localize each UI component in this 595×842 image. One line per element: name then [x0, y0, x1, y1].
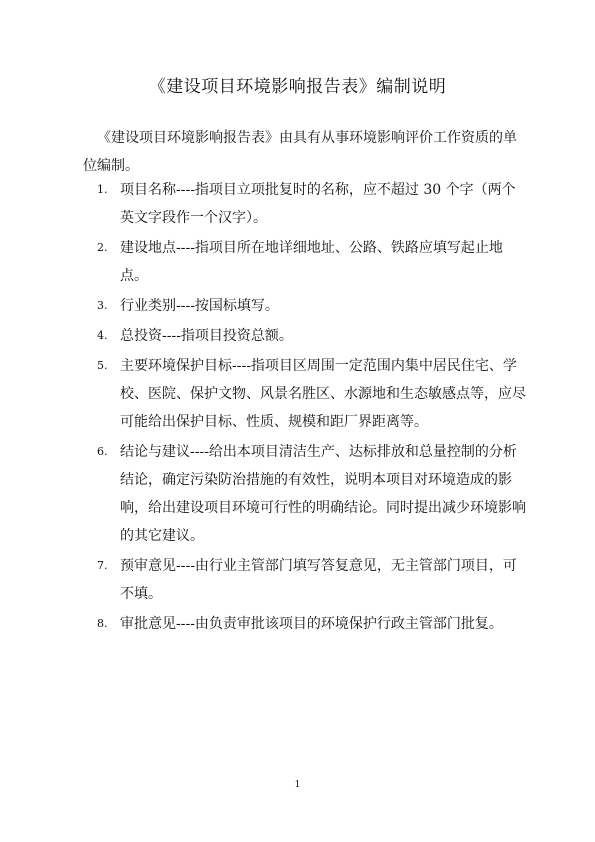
document-title: 《建设项目环境影响报告表》编制说明 — [148, 77, 447, 97]
list-item — [97, 176, 527, 232]
list-item — [97, 322, 527, 350]
item-number: 4. — [97, 329, 108, 342]
item-number: 6. — [97, 445, 108, 458]
list-item — [97, 234, 527, 290]
instructions-list — [97, 176, 527, 640]
item-text: 结论与建议----给出本项目清洁生产、达标排放和总量控制的分析结论，确定污染防治措施的有效性，说明本项目对环境造成的影响，给出建设项目环境可行性的明确结论。同时提出减少环境影响的其它建议。 — [120, 444, 526, 544]
item-number: 2. — [97, 241, 108, 254]
item-number: 1. — [97, 183, 108, 196]
page-number: 1 — [294, 780, 301, 790]
item-text: 行业类别----按国标填写。 — [120, 298, 279, 314]
item-text: 预审意见----由行业主管部门填写答复意见，无主管部门项目，可不填。 — [120, 558, 517, 602]
item-number: 8. — [97, 617, 108, 630]
list-item — [97, 352, 527, 436]
item-number: 5. — [97, 359, 108, 372]
list-item — [97, 552, 527, 608]
list-item — [97, 292, 527, 320]
item-text: 总投资----指项目投资总额。 — [120, 328, 293, 344]
item-number: 7. — [97, 559, 108, 572]
list-item — [97, 610, 527, 638]
list-item — [97, 438, 527, 550]
item-text: 项目名称----指项目立项批复时的名称，应不超过 30 个字（两个英文字段作一个汉字）。 — [120, 182, 516, 226]
item-text: 主要环境保护目标----指项目区周围一定范围内集中居民住宅、学校、医院、保护文物、风景名胜区、水源地和生态敏感点等，应尽可能给出保护目标、性质、规模和距厂界距离等。 — [120, 358, 526, 430]
intro-line-2: 位编制。 — [83, 158, 139, 174]
item-text: 建设地点----指项目所在地详细地址、公路、铁路应填写起止地点。 — [120, 240, 503, 284]
intro-line-1: 《建设项目环境影响报告表》由具有从事环境影响评价工作资质的单 — [97, 130, 517, 146]
item-text: 审批意见----由负责审批该项目的环境保护行政主管部门批复。 — [120, 616, 503, 632]
intro-paragraph — [83, 124, 517, 180]
item-number: 3. — [97, 299, 108, 312]
